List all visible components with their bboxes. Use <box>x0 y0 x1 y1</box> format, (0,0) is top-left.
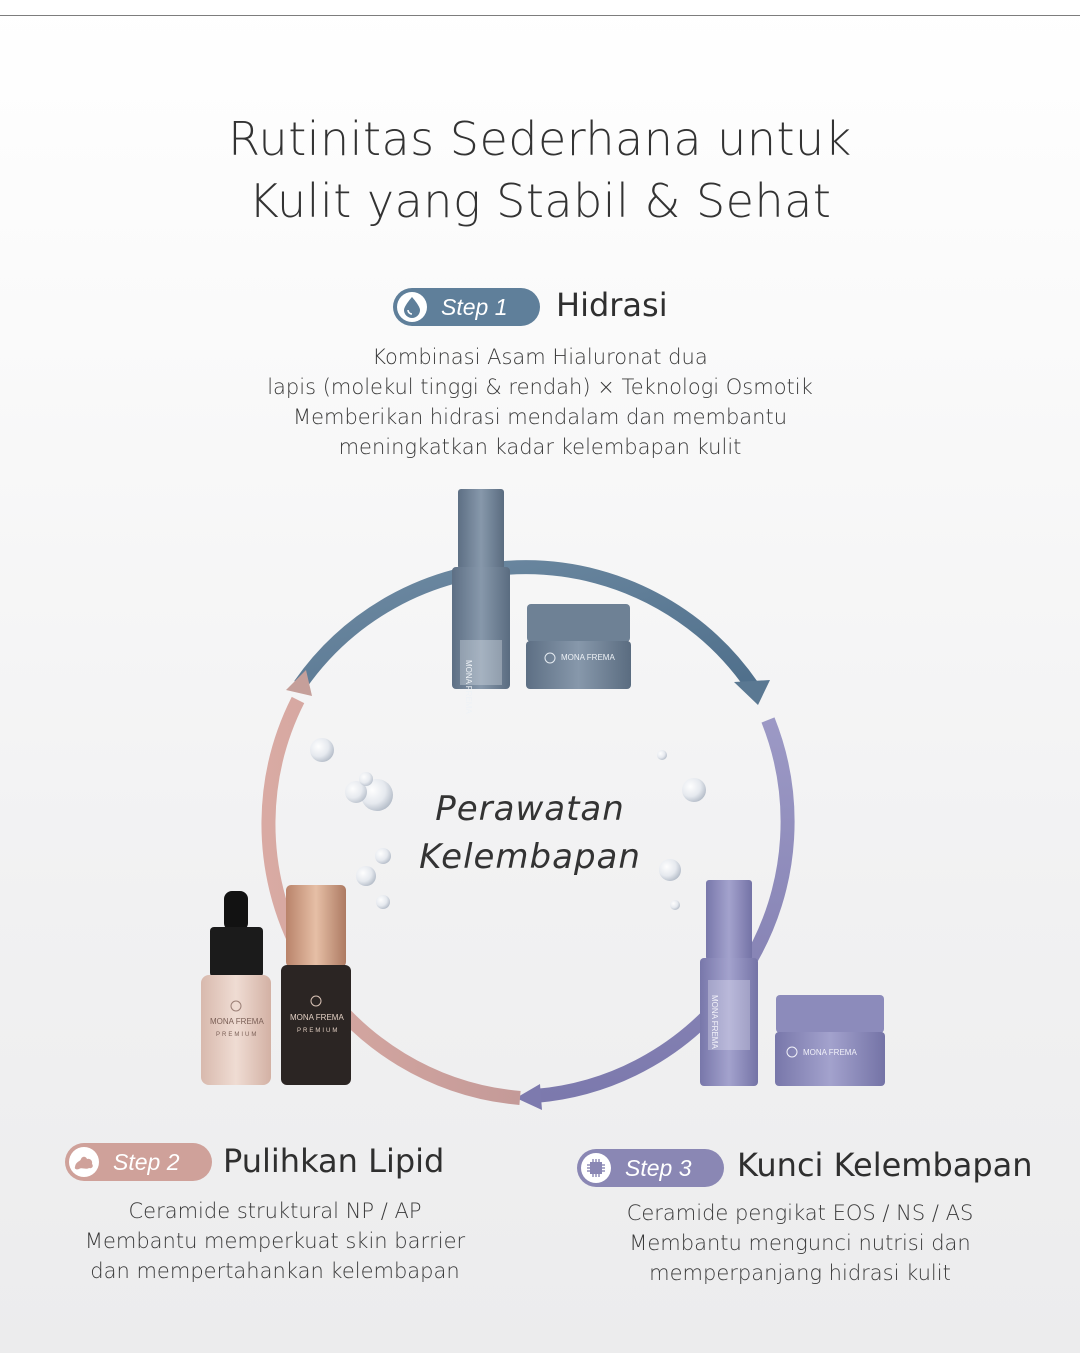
step1-desc-line: lapis (molekul tinggi & rendah) × Teknologi Osmotik <box>267 375 813 399</box>
center-label-line-2: Kelembapan <box>419 837 641 877</box>
step3-name: Kunci Kelembapan <box>737 1146 1033 1184</box>
step2-desc-line: Membantu memperkuat skin barrier <box>84 1229 466 1253</box>
step2-products <box>201 885 351 1085</box>
step3-products <box>700 880 885 1086</box>
step2-badge-label: Step 2 <box>113 1148 180 1175</box>
lipid-icon <box>69 1147 99 1177</box>
step1-arrowhead <box>734 680 770 705</box>
step1-desc-line: Kombinasi Asam Hialuronat dua <box>372 345 708 369</box>
step2-desc-line: Ceramide struktural NP / AP <box>128 1199 422 1223</box>
brand-text: MONA FREMA <box>803 1048 857 1057</box>
step2-badge <box>65 1143 212 1181</box>
step2-name: Pulihkan Lipid <box>223 1142 445 1180</box>
brand-text: MONA FREMA <box>561 653 615 662</box>
step1-name: Hidrasi <box>556 286 668 324</box>
step3-desc-line: memperpanjang hidrasi kulit <box>649 1261 951 1285</box>
brand-text: MONA FREMA <box>710 995 719 1049</box>
center-label-line-1: Perawatan <box>435 789 625 829</box>
step3-badge-label: Step 3 <box>625 1154 692 1181</box>
brand-sub-text: PREMIUM <box>216 1032 259 1038</box>
step1-badge-label: Step 1 <box>441 293 508 320</box>
brand-text: MONA FREMA <box>290 1013 344 1022</box>
center-label <box>380 785 680 881</box>
step3-desc-line: Ceramide pengikat EOS / NS / AS <box>626 1201 974 1225</box>
step1-desc-line: meningkatkan kadar kelembapan kulit <box>338 435 742 459</box>
title-line-2: Kulit yang Stabil & Sehat <box>248 174 832 228</box>
step3-description <box>560 1198 1040 1288</box>
title-line-1: Rutinitas Sederhana untuk <box>228 112 852 166</box>
lock-grid-icon <box>581 1153 611 1183</box>
step2-description <box>40 1196 510 1286</box>
brand-sub-text: PREMIUM <box>297 1028 340 1034</box>
brand-text: MONA FREMA <box>210 1017 264 1026</box>
step3-badge <box>577 1149 724 1187</box>
step3-desc-line: Membantu mengunci nutrisi dan <box>629 1231 971 1255</box>
brand-text: MONA FREMA <box>464 660 473 714</box>
step2-desc-line: dan mempertahankan kelembapan <box>90 1259 460 1283</box>
step1-desc-line: Memberikan hidrasi mendalam dan membantu <box>292 405 788 429</box>
step1-products <box>452 489 631 714</box>
